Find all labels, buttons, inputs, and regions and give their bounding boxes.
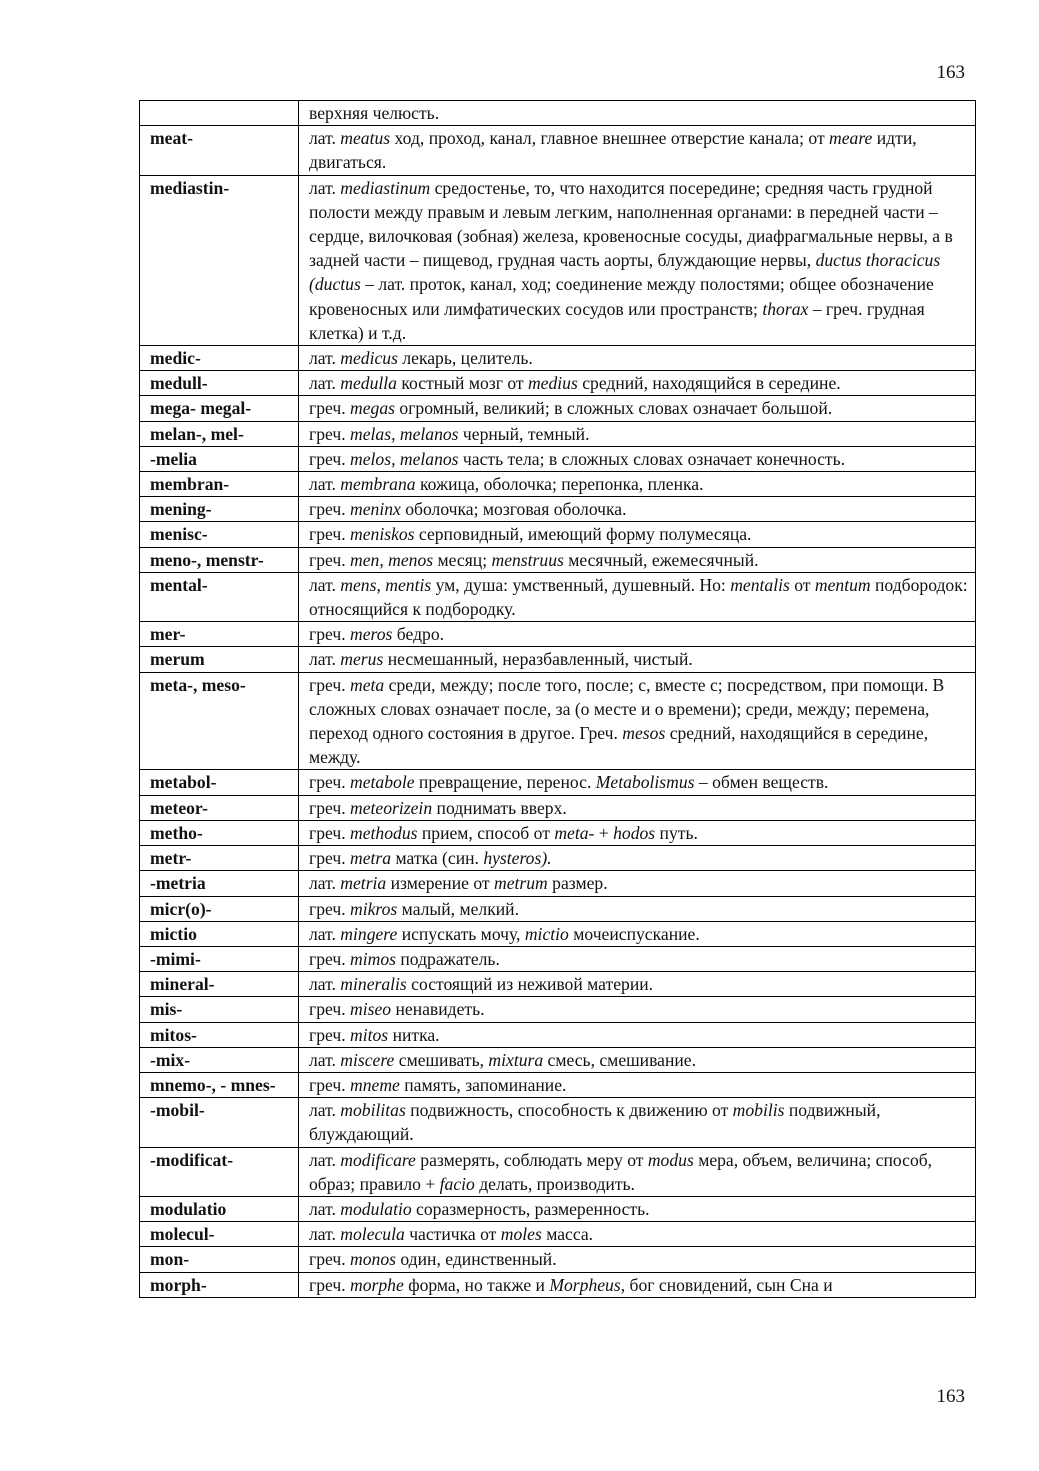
definition-italic-text: hodos: [613, 822, 656, 843]
definition-italic-text: meniskos: [350, 524, 415, 545]
entry-term: micr(o)-: [140, 896, 299, 921]
entry-definition: [299, 497, 976, 522]
table-row: [140, 795, 976, 820]
entry-term: mer-: [140, 622, 299, 647]
definition-text: малый, мелкий.: [397, 898, 519, 919]
definition-text: делать, производить.: [474, 1173, 635, 1194]
entry-term: mega- megal-: [140, 396, 299, 421]
table-row: [140, 1098, 976, 1147]
entry-definition: [299, 396, 976, 421]
definition-italic-text: thorax: [762, 298, 809, 319]
definition-italic-text: miseo: [350, 999, 392, 1020]
definition-italic-text: mikros: [350, 898, 398, 919]
definition-italic-text: monos: [350, 1249, 396, 1270]
entry-term: merum: [140, 647, 299, 672]
definition-italic-text: melas, melanos: [350, 423, 459, 444]
definition-text: часть тела; в сложных словах означает конечность.: [458, 448, 846, 469]
entry-term: -melia: [140, 446, 299, 471]
table-row: [140, 820, 976, 845]
definition-text: форма, но также и: [403, 1274, 550, 1295]
entry-definition: [299, 997, 976, 1022]
entry-term: membran-: [140, 472, 299, 497]
definition-text: греч.: [309, 1249, 351, 1270]
dictionary-table: [139, 100, 976, 1298]
definition-text: лат.: [309, 1198, 341, 1219]
entry-definition: [299, 1098, 976, 1147]
definition-italic-text: mictio: [524, 923, 569, 944]
entry-term: mitos-: [140, 1022, 299, 1047]
entry-definition: [299, 672, 976, 770]
definition-text: греч.: [309, 1074, 351, 1095]
table-row: [140, 1272, 976, 1297]
entry-term: meno-, menstr-: [140, 547, 299, 572]
definition-italic-text: ductus thoracicus (ductus: [309, 250, 941, 295]
entry-definition: [299, 972, 976, 997]
page-number-top: 163: [936, 62, 965, 83]
entry-term: molecul-: [140, 1222, 299, 1247]
table-row: [140, 946, 976, 971]
definition-italic-text: medicus: [340, 348, 398, 369]
entry-definition: [299, 1047, 976, 1072]
definition-italic-text: metra: [350, 848, 392, 869]
definition-text: нитка.: [388, 1024, 440, 1045]
definition-text: путь.: [655, 822, 698, 843]
table-row: [140, 421, 976, 446]
definition-text: – обмен веществ.: [694, 772, 829, 793]
definition-text: серповидный, имеющий форму полумесяца.: [414, 524, 752, 545]
definition-text: подвижность, способность к движению от: [405, 1100, 733, 1121]
definition-text: греч.: [309, 797, 351, 818]
definition-italic-text: miscere: [340, 1049, 395, 1070]
definition-text: греч.: [309, 549, 351, 570]
entry-term: [140, 101, 299, 126]
definition-text: верхняя челюсть.: [309, 103, 440, 123]
table-row: [140, 1196, 976, 1221]
entry-term: -mobil-: [140, 1098, 299, 1147]
definition-text: ум, душа: умственный, душевный. Но:: [431, 574, 731, 595]
table-row: [140, 1072, 976, 1097]
definition-italic-text: mediastinum: [340, 177, 431, 198]
entry-definition: [299, 547, 976, 572]
definition-text: мочеиспускание.: [568, 923, 700, 944]
definition-text: мера, объем, величина; способ, образ; правило +: [309, 1149, 933, 1194]
definition-text: состоящий из неживой материи.: [406, 974, 654, 995]
definition-text: подбородок: относящийся к подбородку.: [309, 574, 968, 620]
definition-text: лат.: [309, 128, 341, 149]
definition-text: – лат. проток, канал, ход; соединение между полостями; общее обозначение кровеносных или лимфатических сосудов или пространств;: [309, 274, 934, 319]
definition-italic-text: mentalis: [730, 574, 790, 595]
table-row: [140, 1222, 976, 1247]
definition-italic-text: facio: [439, 1173, 475, 1194]
entry-term: medull-: [140, 371, 299, 396]
definition-italic-text: merus: [340, 649, 384, 670]
definition-italic-text: megas: [350, 398, 395, 419]
entry-definition: [299, 346, 976, 371]
table-row: [140, 896, 976, 921]
definition-text: смесь, смешивание.: [543, 1049, 697, 1070]
entry-term: mis-: [140, 997, 299, 1022]
entry-definition: [299, 946, 976, 971]
definition-text: смешивать,: [394, 1049, 489, 1070]
definition-italic-text: mingere: [340, 923, 398, 944]
definition-text: лат.: [309, 348, 341, 369]
definition-text: лат.: [309, 1224, 341, 1245]
table-row: [140, 547, 976, 572]
entry-definition: [299, 647, 976, 672]
definition-italic-text: mimos: [350, 948, 396, 969]
definition-italic-text: Metabolismus: [595, 772, 695, 793]
definition-text: лат.: [309, 177, 341, 198]
definition-text: поднимать вверх.: [432, 797, 567, 818]
table-row: [140, 396, 976, 421]
dictionary-body: [140, 101, 976, 1298]
definition-italic-text: mneme: [350, 1074, 400, 1095]
definition-italic-text: meros: [350, 624, 393, 645]
entry-definition: [299, 1022, 976, 1047]
definition-text: – греч. грудная клетка) и т.д.: [309, 298, 925, 343]
definition-text: идти, двигаться.: [309, 128, 917, 173]
table-row: [140, 101, 976, 126]
entry-definition: [299, 421, 976, 446]
entry-term: modulatio: [140, 1196, 299, 1221]
table-row: [140, 126, 976, 175]
entry-definition: [299, 101, 976, 126]
definition-italic-text: meare: [829, 128, 873, 149]
entry-term: meat-: [140, 126, 299, 175]
table-row: [140, 497, 976, 522]
definition-italic-text: menstruus: [491, 549, 564, 570]
definition-text: греч.: [309, 448, 351, 469]
definition-text: среди, между; после того, после; с, вместе с; посредством, при помощи. В сложных словах означает после, за (о месте и о времени); среди, между; перемена, переход одного состояния в другое. Греч.: [309, 674, 945, 744]
entry-term: meteor-: [140, 795, 299, 820]
entry-definition: [299, 921, 976, 946]
definition-italic-text: mobilitas: [340, 1100, 406, 1121]
entry-definition: [299, 1222, 976, 1247]
entry-definition: [299, 175, 976, 345]
definition-text: месяц;: [433, 549, 492, 570]
definition-italic-text: hysteros).: [483, 848, 552, 869]
entry-term: meta-, meso-: [140, 672, 299, 770]
definition-italic-text: molecula: [340, 1224, 405, 1245]
table-row: [140, 346, 976, 371]
definition-text: несмешанный, неразбавленный, чистый.: [383, 649, 693, 670]
definition-italic-text: morphe: [350, 1274, 404, 1295]
definition-italic-text: medulla: [340, 373, 397, 394]
entry-term: metho-: [140, 820, 299, 845]
definition-text: прием, способ от: [417, 822, 555, 843]
definition-text: лат.: [309, 1149, 341, 1170]
definition-italic-text: meta: [350, 674, 385, 695]
definition-text: огромный, великий; в сложных словах означает большой.: [395, 398, 833, 419]
definition-text: лат.: [309, 474, 341, 495]
definition-italic-text: mitos: [350, 1024, 389, 1045]
table-row: [140, 1147, 976, 1196]
page-number-bottom: 163: [936, 1386, 965, 1407]
definition-text: кожица, оболочка; перепонка, пленка.: [415, 474, 704, 495]
definition-text: от: [789, 574, 815, 595]
definition-italic-text: modificare: [340, 1149, 416, 1170]
definition-italic-text: metria: [340, 873, 387, 894]
definition-italic-text: moles: [500, 1224, 542, 1245]
entry-definition: [299, 126, 976, 175]
definition-italic-text: modulatio: [340, 1198, 412, 1219]
table-row: [140, 846, 976, 871]
definition-text: ненавидеть.: [391, 999, 485, 1020]
definition-text: размер.: [547, 873, 608, 894]
table-row: [140, 522, 976, 547]
definition-text: греч.: [309, 499, 351, 520]
entry-term: melan-, mel-: [140, 421, 299, 446]
definition-italic-text: meteorizein: [350, 797, 433, 818]
definition-text: средостенье, то, что находится посередине; средняя часть грудной полости между правым и левым легким, наполненная органами: в передней части – сердце, вилочковая (зобная) железа, кровеносные сосуды, диафрагмальные нервы, а в задней части – пищевод, грудная часть аорты, блуждающие нервы,: [309, 177, 953, 271]
definition-text: бедро.: [392, 624, 445, 645]
entry-term: mental-: [140, 572, 299, 621]
entry-term: -metria: [140, 871, 299, 896]
entry-definition: [299, 1147, 976, 1196]
entry-definition: [299, 820, 976, 845]
definition-italic-text: mens, mentis: [340, 574, 432, 595]
definition-text: греч.: [309, 674, 351, 695]
definition-italic-text: metabole: [350, 772, 415, 793]
definition-text: греч.: [309, 423, 351, 444]
entry-definition: [299, 522, 976, 547]
definition-text: лат.: [309, 649, 341, 670]
definition-text: , бог сновидений, сын Сна и: [620, 1274, 833, 1295]
definition-text: греч.: [309, 1274, 351, 1295]
entry-term: medic-: [140, 346, 299, 371]
table-row: [140, 997, 976, 1022]
definition-italic-text: mineralis: [340, 974, 407, 995]
definition-text: костный мозг от: [396, 373, 528, 394]
entry-definition: [299, 871, 976, 896]
definition-text: ход, проход, канал, главное внешнее отверстие канала; от: [390, 128, 830, 149]
entry-definition: [299, 1272, 976, 1297]
definition-italic-text: modus: [647, 1149, 694, 1170]
definition-italic-text: men, menos: [350, 549, 434, 570]
definition-text: лат.: [309, 1100, 341, 1121]
entry-definition: [299, 572, 976, 621]
entry-term: morph-: [140, 1272, 299, 1297]
entry-definition: [299, 795, 976, 820]
definition-text: соразмерность, размеренность.: [411, 1198, 650, 1219]
definition-italic-text: membrana: [340, 474, 416, 495]
table-row: [140, 175, 976, 345]
entry-term: mon-: [140, 1247, 299, 1272]
definition-text: греч.: [309, 999, 351, 1020]
definition-text: подвижный, блуждающий.: [309, 1100, 881, 1145]
entry-term: mictio: [140, 921, 299, 946]
entry-term: -mix-: [140, 1047, 299, 1072]
definition-text: лат.: [309, 373, 341, 394]
table-row: [140, 622, 976, 647]
definition-text: лат.: [309, 923, 341, 944]
definition-text: лат.: [309, 1049, 341, 1070]
table-row: [140, 572, 976, 621]
table-row: [140, 1022, 976, 1047]
definition-italic-text: Morpheus: [549, 1274, 621, 1295]
definition-text: матка (син.: [391, 848, 484, 869]
definition-italic-text: meta-: [554, 822, 595, 843]
definition-text: греч.: [309, 772, 351, 793]
entry-term: mediastin-: [140, 175, 299, 345]
entry-definition: [299, 1072, 976, 1097]
definition-text: месячный, ежемесячный.: [563, 549, 759, 570]
definition-text: измерение от: [386, 873, 494, 894]
definition-text: лекарь, целитель.: [397, 348, 533, 369]
definition-text: испускать мочу,: [397, 923, 525, 944]
definition-text: греч.: [309, 524, 351, 545]
definition-text: +: [594, 822, 614, 843]
definition-text: средний, находящийся в середине, между.: [309, 723, 929, 768]
definition-italic-text: mixtura: [488, 1049, 544, 1070]
entry-definition: [299, 472, 976, 497]
entry-definition: [299, 1196, 976, 1221]
definition-italic-text: methodus: [350, 822, 418, 843]
entry-term: mening-: [140, 497, 299, 522]
definition-italic-text: medius: [527, 373, 578, 394]
table-row: [140, 871, 976, 896]
definition-text: лат.: [309, 873, 341, 894]
definition-italic-text: meninx: [350, 499, 401, 520]
entry-term: metr-: [140, 846, 299, 871]
definition-text: частичка от: [404, 1224, 501, 1245]
table-row: [140, 1047, 976, 1072]
definition-text: греч.: [309, 398, 351, 419]
definition-italic-text: mobilis: [732, 1100, 785, 1121]
table-row: [140, 446, 976, 471]
definition-text: лат.: [309, 574, 341, 595]
entry-definition: [299, 446, 976, 471]
definition-text: один, единственный.: [395, 1249, 557, 1270]
definition-italic-text: metrum: [494, 873, 548, 894]
definition-italic-text: mentum: [814, 574, 871, 595]
definition-text: лат.: [309, 974, 341, 995]
table-row: [140, 472, 976, 497]
definition-text: превращение, перенос.: [414, 772, 596, 793]
definition-text: греч.: [309, 948, 351, 969]
definition-text: греч.: [309, 848, 351, 869]
definition-text: черный, темный.: [458, 423, 590, 444]
entry-term: metabol-: [140, 770, 299, 795]
definition-text: греч.: [309, 624, 351, 645]
table-row: [140, 972, 976, 997]
entry-term: mineral-: [140, 972, 299, 997]
table-row: [140, 672, 976, 770]
definition-text: масса.: [541, 1224, 594, 1245]
definition-text: греч.: [309, 822, 351, 843]
definition-italic-text: mesos: [622, 723, 666, 744]
table-row: [140, 1247, 976, 1272]
definition-text: греч.: [309, 898, 351, 919]
definition-text: размерять, соблюдать меру от: [415, 1149, 648, 1170]
entry-definition: [299, 371, 976, 396]
definition-italic-text: melos, melanos: [350, 448, 459, 469]
table-row: [140, 770, 976, 795]
entry-term: menisc-: [140, 522, 299, 547]
definition-italic-text: meatus: [340, 128, 391, 149]
entry-term: -mimi-: [140, 946, 299, 971]
entry-definition: [299, 846, 976, 871]
definition-text: оболочка; мозговая оболочка.: [400, 499, 627, 520]
table-row: [140, 371, 976, 396]
definition-text: греч.: [309, 1024, 351, 1045]
entry-term: -modificat-: [140, 1147, 299, 1196]
definition-text: память, запоминание.: [399, 1074, 567, 1095]
definition-text: подражатель.: [395, 948, 500, 969]
table-row: [140, 921, 976, 946]
entry-definition: [299, 622, 976, 647]
table-row: [140, 647, 976, 672]
entry-definition: [299, 896, 976, 921]
entry-definition: [299, 1247, 976, 1272]
entry-term: mnemo-, - mnes-: [140, 1072, 299, 1097]
definition-text: средний, находящийся в середине.: [577, 373, 841, 394]
entry-definition: [299, 770, 976, 795]
